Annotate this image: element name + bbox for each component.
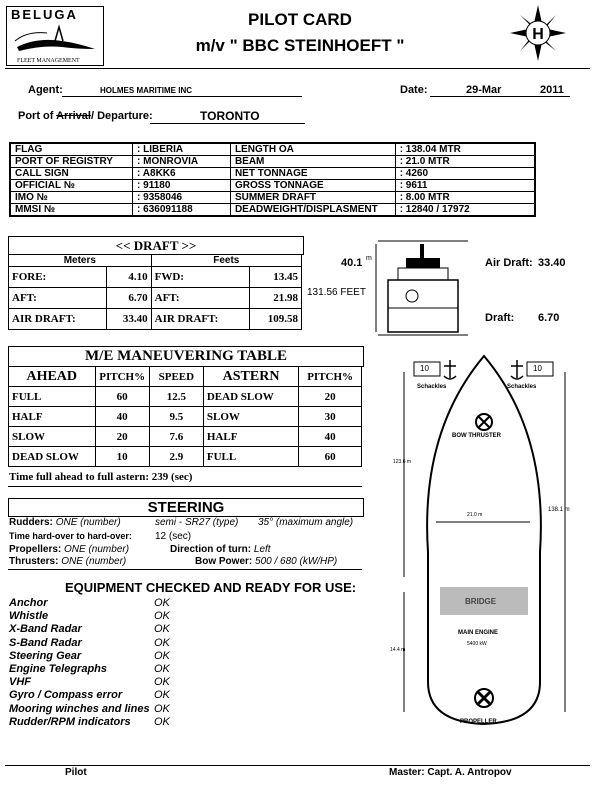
- maneuvering-cell: DEAD SLOW: [203, 387, 298, 407]
- draft-row: [9, 309, 302, 330]
- equipment-name: S-Band Radar: [9, 636, 82, 649]
- ship-details-row: [10, 204, 535, 217]
- draft-cell: AIR DRAFT:: [151, 309, 249, 330]
- ship-plan-drawing: [380, 352, 585, 732]
- rudder-type: semi - SR27 (type): [155, 517, 239, 528]
- draft-row: [9, 267, 302, 288]
- agent-label: Agent:: [28, 84, 63, 96]
- thrusters-label: Thrusters:: [9, 556, 59, 567]
- equipment-title: EQUIPMENT CHECKED AND READY FOR USE:: [65, 580, 357, 595]
- header-divider: [5, 68, 590, 69]
- compass-star-icon: [510, 5, 566, 61]
- hardover-value: 12 (sec): [155, 531, 192, 542]
- maneuvering-footer-line: [8, 486, 362, 487]
- rudders-value: ONE (number): [55, 517, 121, 528]
- air-draft-value: 33.40: [538, 257, 566, 269]
- equipment-status: OK: [154, 689, 170, 702]
- port-label-struck: Arrival: [56, 110, 91, 122]
- equipment-status: OK: [154, 610, 170, 623]
- ship-details-cell: SUMMER DRAFT: [230, 192, 395, 204]
- equipment-status: OK: [154, 702, 170, 715]
- aft-length-label: 14.4 m: [390, 647, 406, 653]
- maneuvering-cell: 20: [299, 387, 362, 407]
- ship-details-cell: : A8KK6: [133, 168, 231, 180]
- ship-details-cell: FLAG: [10, 143, 133, 156]
- date-year: 2011: [540, 84, 564, 96]
- logo-brand: BELUGA: [11, 7, 78, 22]
- draft-table: [8, 254, 302, 330]
- master-signature-label: Master: Capt. A. Antropov: [389, 767, 512, 778]
- port-value: TORONTO: [200, 109, 260, 123]
- company-logo: [6, 6, 104, 66]
- propellers-label: Propellers:: [9, 544, 62, 555]
- ship-details-row: [10, 143, 535, 156]
- ship-details-cell: MMSI №: [10, 204, 133, 217]
- rudders-label: Rudders:: [9, 517, 53, 528]
- shackles-right-label: Schackles: [507, 384, 537, 390]
- bridge-label: BRIDGE: [465, 597, 497, 606]
- ship-details-cell: : 9611: [395, 180, 535, 192]
- ship-details-cell: : 9358046: [133, 192, 231, 204]
- maneuvering-cell: 12.5: [149, 387, 203, 407]
- ship-details-cell: : 91180: [133, 180, 231, 192]
- maneuvering-cell: 60: [95, 387, 149, 407]
- draft-title: << DRAFT >>: [8, 236, 304, 255]
- equipment-name: Gyro / Compass error: [9, 689, 123, 702]
- turn-label: Direction of turn:: [170, 544, 252, 555]
- shackles-left-label: Schackles: [417, 384, 447, 390]
- equipment-item: [9, 703, 170, 715]
- equipment-status: OK: [154, 715, 170, 728]
- maneuvering-cell: 30: [299, 407, 362, 427]
- ship-details-cell: GROSS TONNAGE: [230, 180, 395, 192]
- steering-bottom-line: [8, 569, 362, 570]
- agent-value: HOLMES MARITIME INC: [100, 86, 192, 95]
- maneuvering-cell: HALF: [203, 427, 298, 447]
- ship-details-cell: : 138.04 MTR: [395, 143, 535, 156]
- maneuvering-row: [9, 447, 362, 467]
- equipment-name: Engine Telegraphs: [9, 663, 108, 675]
- ship-details-cell: : 636091188: [133, 204, 231, 217]
- port-underline: [150, 123, 305, 124]
- ship-details-cell: : LIBERIA: [133, 143, 231, 156]
- equipment-status: OK: [154, 623, 170, 636]
- maneuvering-cell: 20: [95, 427, 149, 447]
- date-underline: [430, 96, 570, 97]
- maneuvering-cell: 40: [299, 427, 362, 447]
- maneuvering-footer: Time full ahead to full astern: 239 (sec): [9, 471, 193, 483]
- ship-details-row: [10, 180, 535, 192]
- ship-details-row: [10, 156, 535, 168]
- page-title: PILOT CARD: [248, 10, 352, 29]
- ship-details-cell: : 21.0 MTR: [395, 156, 535, 168]
- maneuvering-header-cell: ASTERN: [203, 367, 298, 387]
- shackles-left-count: 10: [420, 364, 429, 373]
- turn-value: Left: [253, 544, 271, 555]
- draft-cell: FORE:: [9, 267, 107, 288]
- ship-details-cell: CALL SIGN: [10, 168, 133, 180]
- ship-details-cell: : MONROVIA: [133, 156, 231, 168]
- maneuvering-header-cell: PITCH%: [95, 367, 149, 387]
- air-draft-label: Air Draft:: [485, 257, 533, 269]
- equipment-name: X-Band Radar: [9, 623, 82, 636]
- equipment-item: [9, 610, 170, 622]
- length-total-label: 138.1 m: [548, 507, 570, 513]
- equipment-name: Rudder/RPM indicators: [9, 715, 131, 728]
- ship-details-cell: LENGTH OA: [230, 143, 395, 156]
- maneuvering-cell: 60: [299, 447, 362, 467]
- engine-power-label: 5400 kW: [467, 641, 487, 647]
- maneuvering-title: M/E MANEUVERING TABLE: [8, 346, 364, 367]
- maneuvering-table: [8, 366, 362, 467]
- ship-details-cell: IMO №: [10, 192, 133, 204]
- maneuvering-cell: 40: [95, 407, 149, 427]
- max-angle: 35° (maximum angle): [258, 517, 354, 528]
- profile-height-m: 40.1: [341, 257, 363, 269]
- equipment-name: Steering Gear: [9, 649, 82, 662]
- draft-cell: AFT:: [9, 288, 107, 309]
- main-engine-label: MAIN ENGINE: [458, 630, 499, 636]
- logo-subtitle: FLEET MANAGEMENT: [17, 58, 80, 64]
- draft-cell: 109.58: [250, 309, 302, 330]
- beam-label: 21.0 m: [467, 512, 483, 518]
- draft-cell: AFT:: [151, 288, 249, 309]
- maneuvering-cell: 7.6: [149, 427, 203, 447]
- equipment-status: OK: [154, 636, 170, 649]
- ship-details-cell: PORT OF REGISTRY: [10, 156, 133, 168]
- bow-power-label: Bow Power:: [195, 556, 253, 567]
- whale-icon: [7, 19, 101, 59]
- draft-cell: 33.40: [107, 309, 151, 330]
- hardover-label: Time hard-over to hard-over:: [9, 531, 132, 541]
- propeller-label: PROPELLER: [460, 719, 497, 725]
- ship-details-row: [10, 192, 535, 204]
- ship-details-cell: : 8.00 MTR: [395, 192, 535, 204]
- draft-cell: AIR DRAFT:: [9, 309, 107, 330]
- draft-cell: 13.45: [250, 267, 302, 288]
- equipment-status: OK: [154, 649, 170, 662]
- thrusters-value: ONE (number): [61, 556, 127, 567]
- ship-details-cell: NET TONNAGE: [230, 168, 395, 180]
- draft-col-feets: Feets: [151, 255, 301, 267]
- ship-details-row: [10, 168, 535, 180]
- equipment-item: [9, 689, 170, 701]
- ship-details-cell: : 4260: [395, 168, 535, 180]
- maneuvering-row: [9, 387, 362, 407]
- maneuvering-cell: DEAD SLOW: [9, 447, 96, 467]
- maneuvering-cell: FULL: [203, 447, 298, 467]
- draft-cell: 21.98: [250, 288, 302, 309]
- date-label: Date:: [400, 84, 428, 96]
- equipment-item: [9, 716, 170, 728]
- equipment-name: Mooring winches and lines: [9, 702, 150, 715]
- h-letter: H: [532, 26, 544, 43]
- equipment-item: [9, 623, 170, 635]
- shackles-right-count: 10: [533, 364, 542, 373]
- draft-cell: 4.10: [107, 267, 151, 288]
- draft-cell: 6.70: [107, 288, 151, 309]
- port-label: [18, 110, 153, 122]
- date-value: 29-Mar: [466, 84, 502, 96]
- draft-row: [9, 288, 302, 309]
- ship-details-cell: : 12840 / 17972: [395, 204, 535, 217]
- agent-underline: [62, 96, 302, 97]
- ship-details-cell: OFFICIAL №: [10, 180, 133, 192]
- footer-line: [5, 765, 590, 766]
- equipment-name: Whistle: [9, 610, 49, 623]
- equipment-item: [9, 676, 170, 688]
- profile-height-ft: 131.56 FEET: [307, 287, 366, 298]
- maneuvering-cell: 9.5: [149, 407, 203, 427]
- profile-unit-m: m: [366, 255, 372, 262]
- draft-value: 6.70: [538, 312, 560, 324]
- port-label-prefix: Port of: [18, 110, 57, 122]
- ship-details-table: [9, 142, 536, 217]
- maneuvering-cell: 10: [95, 447, 149, 467]
- equipment-status: OK: [154, 663, 170, 675]
- draft-label: Draft:: [485, 312, 515, 324]
- propellers-value: ONE (number): [64, 544, 130, 555]
- maneuvering-header-cell: AHEAD: [9, 367, 96, 387]
- bow-thruster-label: BOW THRUSTER: [452, 433, 501, 439]
- maneuvering-header-cell: SPEED: [149, 367, 203, 387]
- ship-details-cell: BEAM: [230, 156, 395, 168]
- maneuvering-row: [9, 407, 362, 427]
- maneuvering-cell: SLOW: [203, 407, 298, 427]
- maneuvering-cell: FULL: [9, 387, 96, 407]
- maneuvering-cell: 2.9: [149, 447, 203, 467]
- steering-title: STEERING: [8, 498, 364, 517]
- equipment-item: [9, 597, 170, 609]
- vessel-name: m/v " BBC STEINHOEFT ": [195, 36, 405, 55]
- port-label-suffix: / Departure:: [90, 110, 153, 122]
- equipment-item: [9, 663, 170, 675]
- ship-details-cell: DEADWEIGHT/DISPLASMENT: [230, 204, 395, 217]
- maneuvering-header-cell: PITCH%: [299, 367, 362, 387]
- ship-profile-drawing: [368, 238, 478, 338]
- length-fwd-label: 123.6 m: [393, 459, 412, 465]
- equipment-item: [9, 650, 170, 662]
- equipment-item: [9, 637, 170, 649]
- equipment-name: VHF: [9, 676, 31, 689]
- equipment-status: OK: [154, 597, 170, 609]
- draft-cell: FWD:: [151, 267, 249, 288]
- equipment-status: OK: [154, 676, 170, 689]
- equipment-name: Anchor: [9, 597, 48, 609]
- pilot-signature-label: Pilot: [65, 767, 87, 778]
- maneuvering-cell: HALF: [9, 407, 96, 427]
- bow-power-value: 500 / 680 (kW/HP): [255, 556, 338, 567]
- maneuvering-cell: SLOW: [9, 427, 96, 447]
- maneuvering-row: [9, 427, 362, 447]
- draft-col-meters: Meters: [9, 255, 152, 267]
